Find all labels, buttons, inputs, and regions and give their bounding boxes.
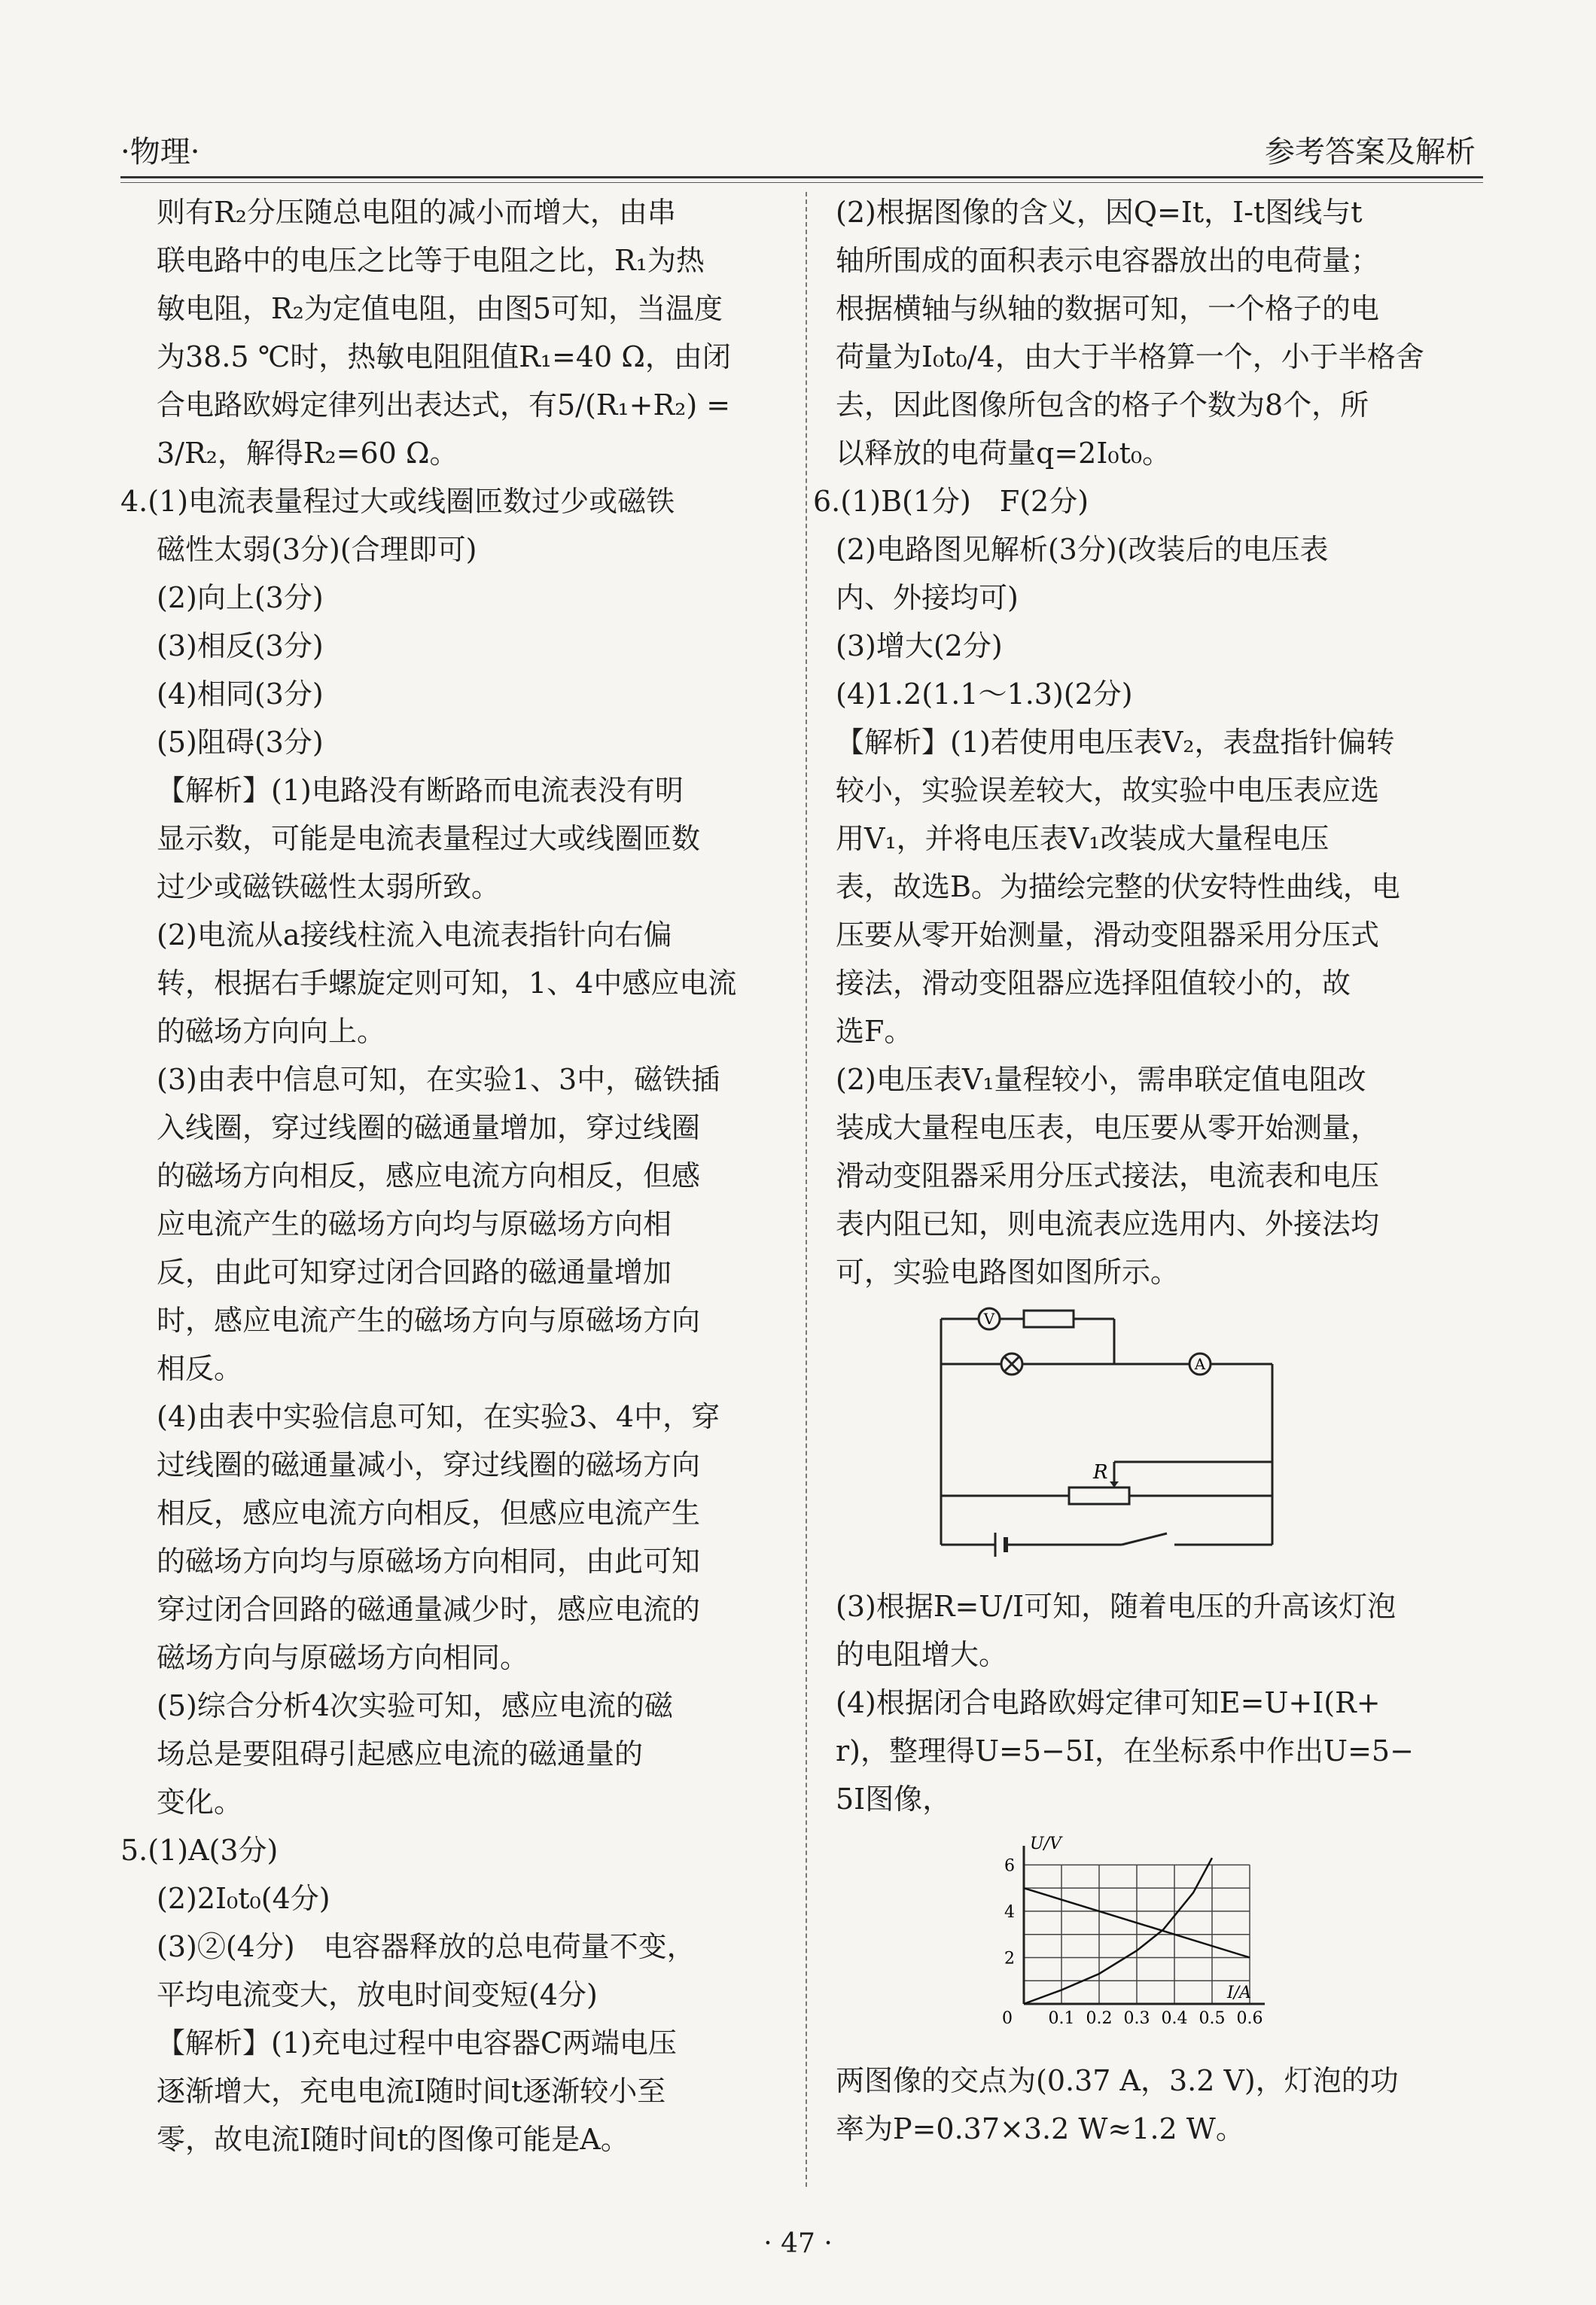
- text-line: 磁场方向与原磁场方向相同。: [157, 1641, 529, 1674]
- text-line: 应电流产生的磁场方向均与原磁场方向相: [157, 1207, 672, 1241]
- text-line: 接法，滑动变阻器应选择阻值较小的，故: [836, 967, 1351, 1000]
- text-line: (3)增大(2分): [836, 629, 1003, 662]
- section-title: 参考答案及解析: [1265, 135, 1476, 169]
- text-line: 去，因此图像所包含的格子个数为8个，所: [836, 388, 1369, 422]
- text-line: 零，故电流I随时间t的图像可能是A。: [157, 2123, 629, 2156]
- text-line: (2)2I₀t₀(4分): [157, 1882, 330, 1915]
- text-line: 两图像的交点为(0.37 A，3.2 V)，灯泡的功: [836, 2064, 1399, 2097]
- text-line: (2)电压表V₁量程较小，需串联定值电阻改: [836, 1063, 1366, 1096]
- x-tick-label: 0.5: [1199, 2009, 1226, 2028]
- text-line: 穿过闭合回路的磁通量减少时，感应电流的: [157, 1593, 701, 1626]
- text-line: 内、外接均可): [836, 581, 1019, 614]
- text-line: 为38.5 ℃时，热敏电阻阻值R₁=40 Ω，由闭: [157, 340, 731, 373]
- text-line: 3/R₂，解得R₂=60 Ω。: [157, 437, 458, 470]
- text-line: 过少或磁铁磁性太弱所致。: [157, 870, 501, 903]
- circuit-diagram: [836, 1304, 1483, 1575]
- text-line: 6.(1)B(1分) F(2分): [813, 485, 1089, 518]
- x-axis-label: I/A: [1227, 1984, 1251, 2002]
- text-line: 的磁场方向向上。: [157, 1015, 386, 1048]
- column-divider: [806, 192, 807, 2187]
- text-line: (4)根据闭合电路欧姆定律可知E=U+I(R+: [836, 1686, 1381, 1719]
- text-line: 装成大量程电压表，电压要从零开始测量，: [836, 1111, 1380, 1144]
- text-line: 5.(1)A(3分): [120, 1834, 279, 1867]
- x-tick-label: 0.4: [1161, 2009, 1188, 2028]
- text-line: 则有R₂分压随总电阻的减小而增大，由串: [157, 196, 676, 229]
- text-line: 反，由此可知穿过闭合回路的磁通量增加: [157, 1256, 672, 1289]
- text-line: 【解析】(1)电路没有断路而电流表没有明: [157, 774, 684, 807]
- text-line: 场总是要阻碍引起感应电流的磁通量的: [157, 1737, 644, 1771]
- x-tick-label: 0.6: [1236, 2009, 1263, 2028]
- voltmeter-symbol: [979, 1308, 1000, 1329]
- chart-svg: [836, 1831, 1483, 2049]
- text-line: 荷量为I₀t₀/4，由大于半格算一个，小于半格舍: [836, 340, 1424, 373]
- text-line: 合电路欧姆定律列出表达式，有5/(R₁+R₂) =: [157, 388, 731, 422]
- y-axis-label: U/V: [1030, 1835, 1061, 1853]
- text-line: 敏电阻，R₂为定值电阻，由图5可知，当温度: [157, 292, 723, 325]
- x-tick-label: 0.2: [1086, 2009, 1113, 2028]
- text-line: (3)由表中信息可知，在实验1、3中，磁铁插: [157, 1063, 720, 1096]
- text-line: 相反，感应电流方向相反，但感应电流产生: [157, 1497, 701, 1530]
- text-line: (5)阻碍(3分): [157, 726, 324, 759]
- text-line: 显示数，可能是电流表量程过大或线圈匝数: [157, 822, 701, 855]
- text-line: 时，感应电流产生的磁场方向与原磁场方向: [157, 1304, 701, 1337]
- text-line: (2)向上(3分): [157, 581, 324, 614]
- text-line: (5)综合分析4次实验可知，感应电流的磁: [157, 1689, 674, 1722]
- right-text-b: [836, 1582, 1483, 1823]
- text-line: 过线圈的磁通量减小，穿过线圈的磁场方向: [157, 1448, 701, 1481]
- ammeter-symbol: [1189, 1353, 1211, 1375]
- text-line: 轴所围成的面积表示电容器放出的电荷量；: [836, 244, 1380, 277]
- text-line: (2)根据图像的含义，因Q=It，I-t图线与t: [836, 196, 1363, 229]
- text-line: (3)相反(3分): [157, 629, 324, 662]
- text-line: 转，根据右手螺旋定则可知，1、4中感应电流: [157, 967, 737, 1000]
- text-line: 较小，实验误差较大，故实验中电压表应选: [836, 774, 1380, 807]
- x-tick-label: 0: [1002, 2009, 1013, 2028]
- circuit-svg: [836, 1304, 1483, 1575]
- text-line: 相反。: [157, 1352, 243, 1385]
- text-line: (3)根据R=U/I可知，随着电压的升高该灯泡: [836, 1590, 1396, 1623]
- x-tick-label: 0.1: [1048, 2009, 1075, 2028]
- text-line: 以释放的电荷量q=2I₀t₀。: [836, 437, 1171, 470]
- text-line: 表，故选B。为描绘完整的伏安特性曲线，电: [836, 870, 1400, 903]
- text-line: 的磁场方向均与原磁场方向相同，由此可知: [157, 1545, 701, 1578]
- text-line: 表内阻已知，则电流表应选用内、外接法均: [836, 1207, 1380, 1241]
- page-header: [120, 128, 1476, 173]
- text-line: r)，整理得U=5−5I，在坐标系中作出U=5−: [836, 1734, 1414, 1768]
- text-line: 选F。: [836, 1015, 913, 1048]
- text-line: 压要从零开始测量，滑动变阻器采用分压式: [836, 918, 1380, 952]
- lamp-symbol: [1001, 1353, 1022, 1375]
- text-line: 率为P=0.37×3.2 W≈1.2 W。: [836, 2112, 1244, 2145]
- text-line: 的电阻增大。: [836, 1638, 1008, 1671]
- header-rule: [120, 176, 1483, 178]
- right-text-c: [836, 2057, 1483, 2153]
- text-line: (4)由表中实验信息可知，在实验3、4中，穿: [157, 1400, 720, 1433]
- subject-label: ·物理·: [120, 135, 200, 169]
- text-line: 滑动变阻器采用分压式接法，电流表和电压: [836, 1159, 1380, 1192]
- text-line: (3)②(4分) 电容器释放的总电荷量不变，: [157, 1930, 696, 1963]
- header-rule-thin: [120, 182, 1483, 183]
- rheostat-label: R: [1093, 1461, 1108, 1484]
- u-i-chart: [836, 1831, 1483, 2049]
- text-line: 根据横轴与纵轴的数据可知，一个格子的电: [836, 292, 1380, 325]
- page-number: · 47 ·: [763, 2228, 833, 2259]
- right-column: [813, 188, 1483, 2153]
- y-tick-label: 2: [1004, 1949, 1015, 1969]
- text-line: (2)电路图见解析(3分)(改装后的电压表: [836, 533, 1329, 566]
- text-line: (2)电流从a接线柱流入电流表指针向右偏: [157, 918, 672, 952]
- text-line: 磁性太弱(3分)(合理即可): [157, 533, 477, 566]
- ammeter-label: A: [1194, 1355, 1206, 1373]
- text-line: 的磁场方向相反，感应电流方向相反，但感: [157, 1159, 701, 1192]
- text-line: (4)1.2(1.1～1.3)(2分): [836, 677, 1133, 711]
- x-tick-label: 0.3: [1123, 2009, 1150, 2028]
- text-line: 4.(1)电流表量程过大或线圈匝数过少或磁铁: [120, 485, 675, 518]
- voltmeter-label: V: [983, 1310, 995, 1328]
- text-line: 可，实验电路图如图所示。: [836, 1256, 1180, 1289]
- text-line: 逐渐增大，充电电流I随时间t逐渐较小至: [157, 2075, 666, 2108]
- text-line: 用V₁，并将电压表V₁改装成大量程电压: [836, 822, 1329, 855]
- text-line: 变化。: [157, 1786, 243, 1819]
- text-line: (4)相同(3分): [157, 677, 324, 711]
- text-line: 入线圈，穿过线圈的磁通量增加，穿过线圈: [157, 1111, 701, 1144]
- text-line: 联电路中的电压之比等于电阻之比，R₁为热: [157, 244, 705, 277]
- text-line: 【解析】(1)若使用电压表V₂，表盘指针偏转: [836, 726, 1395, 759]
- left-column: [120, 188, 798, 2163]
- y-tick-label: 6: [1004, 1856, 1015, 1876]
- series-line-1: [1024, 1858, 1212, 2004]
- text-line: 平均电流变大，放电时间变短(4分): [157, 1978, 598, 2011]
- text-line: 5I图像，: [836, 1783, 952, 1816]
- y-tick-label: 4: [1004, 1902, 1015, 1922]
- right-text-a: [813, 188, 1483, 1296]
- text-line: 【解析】(1)充电过程中电容器C两端电压: [157, 2026, 677, 2060]
